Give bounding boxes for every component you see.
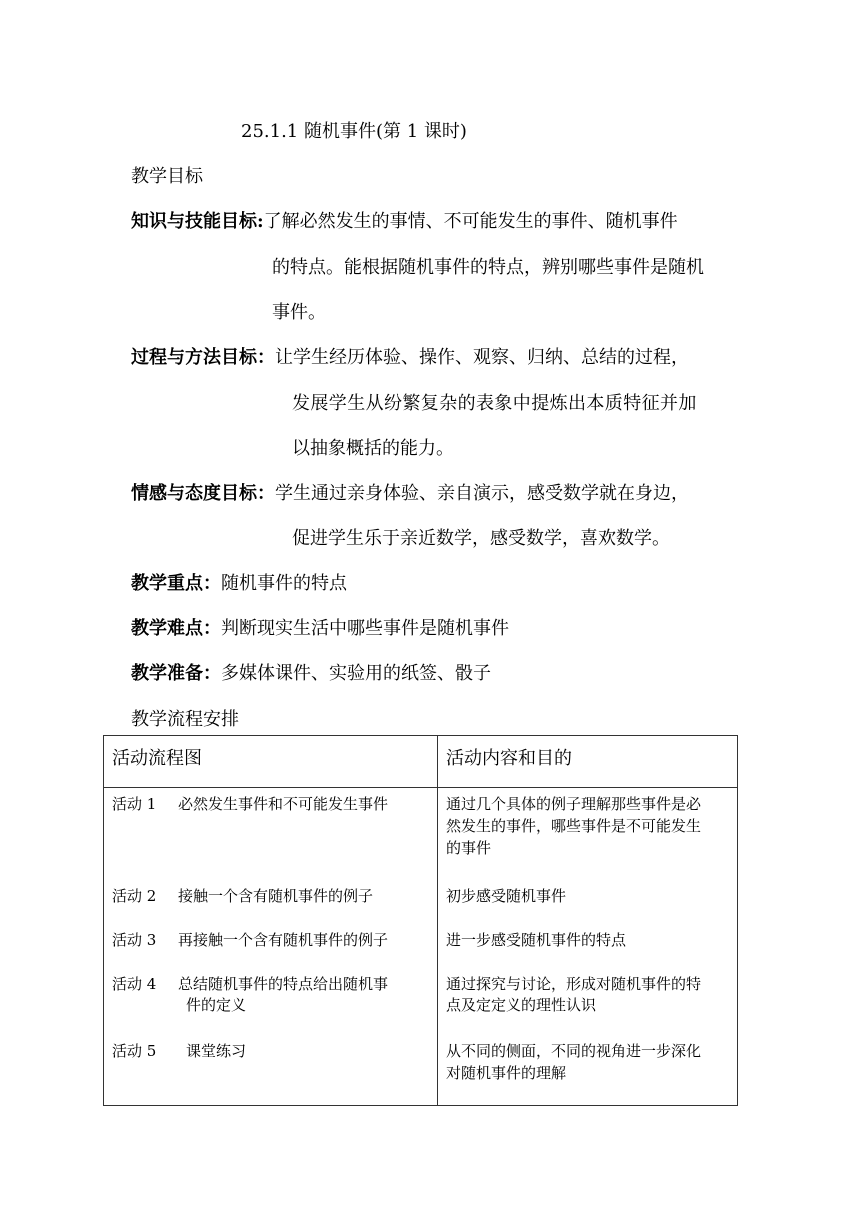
content-column xyxy=(438,788,738,1106)
document-title: 25.1.1 随机事件(第 1 课时) xyxy=(241,121,467,142)
activity-4-name-line-1: 总结随机事件的特点给出随机事 xyxy=(178,975,389,993)
knowledge-goal-label: 知识与技能目标: xyxy=(131,211,264,232)
preparation-label: 教学准备： xyxy=(131,663,221,684)
process-goal-line-3: 以抽象概括的能力。 xyxy=(292,438,454,459)
activity-column xyxy=(104,788,438,1106)
key-point-row xyxy=(131,569,347,595)
header-content: 活动内容和目的 xyxy=(438,736,738,788)
knowledge-goal-row xyxy=(131,207,678,233)
process-goal-label: 过程与方法目标： xyxy=(131,347,275,368)
header-flowchart: 活动流程图 xyxy=(104,736,438,788)
difficulty-row xyxy=(131,614,509,640)
activity-5-name: 课堂练习 xyxy=(186,1042,247,1060)
knowledge-goal-line-1: 了解必然发生的事情、不可能发生的事件、随机事件 xyxy=(263,211,678,232)
activity-4-name-line-2: 件的定义 xyxy=(186,996,247,1014)
content-4-line-2: 点及定定义的理性认识 xyxy=(446,996,597,1014)
difficulty-text: 判断现实生活中哪些事件是随机事件 xyxy=(221,618,509,639)
content-5-line-1: 从不同的侧面，不同的视角进一步深化 xyxy=(446,1042,702,1060)
content-4-line-1: 通过探究与讨论，形成对随机事件的特 xyxy=(446,975,702,993)
flow-heading: 教学流程安排 xyxy=(131,709,239,730)
difficulty-label: 教学难点： xyxy=(131,618,221,639)
emotion-goal-line-2: 促进学生乐于亲近数学，感受数学，喜欢数学。 xyxy=(292,528,670,549)
emotion-goal-line-1: 学生通过亲身体验、亲自演示，感受数学就在身边， xyxy=(275,483,689,504)
process-goal-line-1: 让学生经历体验、操作、观察、归纳、总结的过程， xyxy=(275,347,689,368)
process-goal-line-2: 发展学生从纷繁复杂的表象中提炼出本质特征并加 xyxy=(292,393,697,414)
content-2-line-1: 初步感受随机事件 xyxy=(446,887,567,905)
preparation-row xyxy=(131,659,491,685)
content-1-line-1: 通过几个具体的例子理解那些事件是必 xyxy=(446,795,702,813)
content-5-line-2: 对随机事件的理解 xyxy=(446,1064,567,1082)
knowledge-goal-line-2: 的特点。能根据随机事件的特点，辨别哪些事件是随机 xyxy=(272,257,704,278)
content-3-line-1: 进一步感受随机事件的特点 xyxy=(446,931,627,949)
flow-table-body xyxy=(104,788,738,1106)
knowledge-goal-line-3: 事件。 xyxy=(272,302,326,323)
preparation-text: 多媒体课件、实验用的纸签、骰子 xyxy=(221,663,491,684)
activity-5-label: 活动 5 xyxy=(112,1042,157,1060)
activity-2-name: 接触一个含有随机事件的例子 xyxy=(178,887,374,905)
emotion-goal-row xyxy=(131,479,689,505)
process-goal-row xyxy=(131,343,689,369)
activity-1-label: 活动 1 xyxy=(112,795,157,813)
flow-table xyxy=(103,735,738,1106)
content-1-line-2: 然发生的事件，哪些事件是不可能发生 xyxy=(446,817,702,835)
activity-2-label: 活动 2 xyxy=(112,887,157,905)
flow-table-header xyxy=(104,736,738,788)
activity-4-label: 活动 4 xyxy=(112,975,157,993)
content-1-line-3: 的事件 xyxy=(446,839,492,857)
teaching-goals-heading: 教学目标 xyxy=(131,166,203,187)
activity-1-name: 必然发生事件和不可能发生事件 xyxy=(178,795,389,813)
emotion-goal-label: 情感与态度目标： xyxy=(131,483,275,504)
key-point-label: 教学重点： xyxy=(131,573,221,594)
activity-3-label: 活动 3 xyxy=(112,931,157,949)
activity-3-name: 再接触一个含有随机事件的例子 xyxy=(178,931,389,949)
key-point-text: 随机事件的特点 xyxy=(221,573,347,594)
